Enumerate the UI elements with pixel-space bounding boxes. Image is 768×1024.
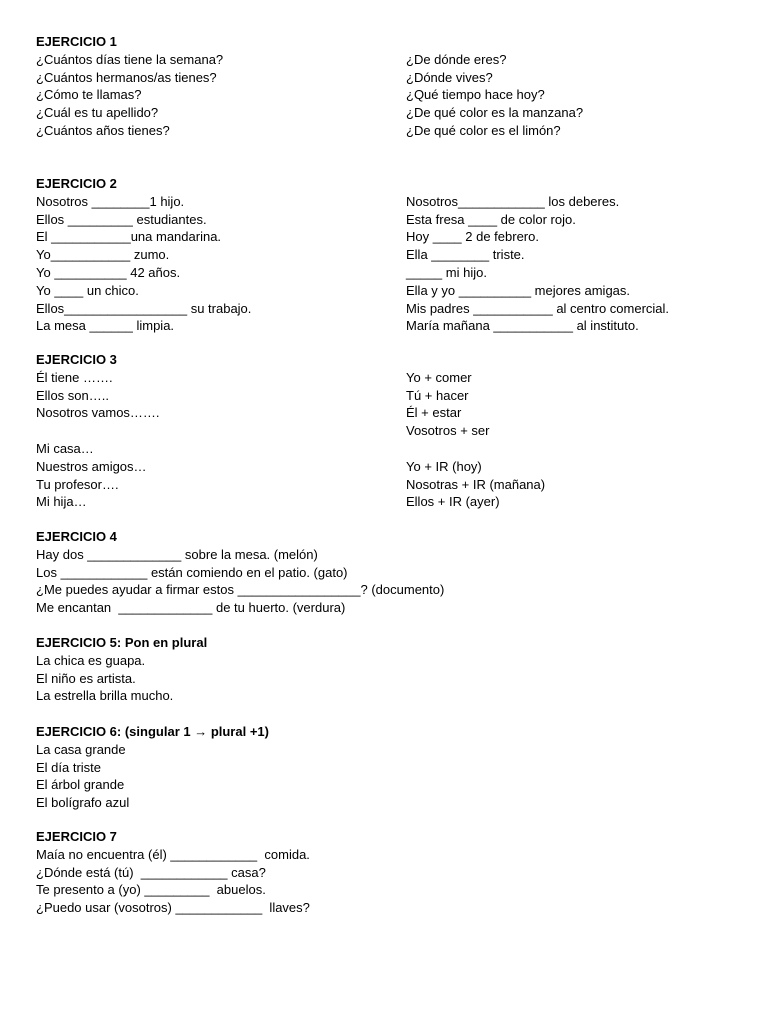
fill-in-line: Ellos _________ estudiantes. xyxy=(36,211,207,227)
fill-in-line: Hoy ____ 2 de febrero. xyxy=(406,229,539,245)
phrase-line: El día triste xyxy=(36,759,102,775)
fill-in-line: Maía no encuentra (él) ____________ comida. xyxy=(36,846,310,862)
question-line: ¿De dónde eres? xyxy=(406,51,507,67)
exercise-3-right-column xyxy=(406,369,736,511)
fill-in-line: Yo __________ 42 años. xyxy=(36,264,181,280)
prompt-line: Ellos son….. xyxy=(36,387,109,403)
exercise-1-title: EJERCICIO 1 xyxy=(36,34,117,49)
exercise-6-title: EJERCICIO 6: (singular 1 → plural +1) xyxy=(36,724,269,739)
fill-in-line: Te presento a (yo) _________ abuelos. xyxy=(36,882,266,898)
question-line: ¿Qué tiempo hace hoy? xyxy=(406,87,545,103)
exercise-1 xyxy=(36,33,736,140)
fill-in-line: Yo ____ un chico. xyxy=(36,282,139,298)
question-line: ¿Cuántos días tiene la semana? xyxy=(36,51,224,67)
exercise-2-left-column xyxy=(36,193,406,335)
prompt-line: Mi casa… xyxy=(36,440,94,456)
fill-in-line: Los ____________ están comiendo en el patio. (gato) xyxy=(36,564,348,580)
fill-in-line: El ___________una mandarina. xyxy=(36,229,222,245)
exercise-3-title: EJERCICIO 3 xyxy=(36,352,117,367)
prompt-line xyxy=(406,440,736,458)
exercise-4-title: EJERCICIO 4 xyxy=(36,529,117,544)
prompt-line: Vosotros + ser xyxy=(406,423,490,439)
fill-in-line: ¿Puedo usar (vosotros) ____________ llaves? xyxy=(36,900,310,916)
question-line: ¿De qué color es el limón? xyxy=(406,122,561,138)
prompt-line: Yo + comer xyxy=(406,369,472,385)
prompt-line xyxy=(36,422,406,440)
prompt-line: Él tiene ……. xyxy=(36,369,113,385)
exercise-2-right-column xyxy=(406,193,736,335)
question-line: ¿Cómo te llamas? xyxy=(36,87,142,103)
fill-in-line: Hay dos _____________ sobre la mesa. (melón) xyxy=(36,546,318,562)
prompt-line: Tu profesor…. xyxy=(36,476,119,492)
exercise-6 xyxy=(36,723,736,812)
question-line: ¿Dónde vives? xyxy=(406,69,493,85)
phrase-line: La casa grande xyxy=(36,741,126,757)
fill-in-line: ¿Dónde está (tú) ____________ casa? xyxy=(36,864,266,880)
exercise-2-title: EJERCICIO 2 xyxy=(36,176,117,191)
sentence-line: La chica es guapa. xyxy=(36,652,146,668)
prompt-line: Tú + hacer xyxy=(406,387,469,403)
fill-in-line: Me encantan _____________ de tu huerto. (verdura) xyxy=(36,600,346,616)
fill-in-line: Yo___________ zumo. xyxy=(36,247,170,263)
sentence-line: La estrella brilla mucho. xyxy=(36,688,174,704)
fill-in-line: La mesa ______ limpia. xyxy=(36,318,175,334)
prompt-line: Él + estar xyxy=(406,405,462,421)
exercise-3 xyxy=(36,351,736,511)
prompt-line: Ellos + IR (ayer) xyxy=(406,494,500,510)
exercise-3-left-column xyxy=(36,369,406,511)
prompt-line: Nosotras + IR (mañana) xyxy=(406,476,546,492)
fill-in-line: María mañana ___________ al instituto. xyxy=(406,318,639,334)
fill-in-line: Nosotros____________ los deberes. xyxy=(406,193,620,209)
exercise-5-title: EJERCICIO 5: Pon en plural xyxy=(36,635,208,650)
fill-in-line: Ella y yo __________ mejores amigas. xyxy=(406,282,631,298)
exercise-2 xyxy=(36,175,736,335)
question-line: ¿Cuántos hermanos/as tienes? xyxy=(36,69,217,85)
exercise-7-title: EJERCICIO 7 xyxy=(36,829,117,844)
phrase-line: El árbol grande xyxy=(36,777,125,793)
fill-in-line: ¿Me puedes ayudar a firmar estos _________________? (documento) xyxy=(36,582,445,598)
exercise-1-left-column xyxy=(36,51,406,140)
exercise-7 xyxy=(36,828,736,917)
prompt-line: Mi hija… xyxy=(36,494,87,510)
question-line: ¿Cuántos años tienes? xyxy=(36,122,170,138)
exercise-5 xyxy=(36,634,736,705)
sentence-line: El niño es artista. xyxy=(36,670,136,686)
question-line: ¿De qué color es la manzana? xyxy=(406,105,584,121)
exercise-4 xyxy=(36,528,736,617)
fill-in-line: Ellos_________________ su trabajo. xyxy=(36,300,252,316)
fill-in-line: Nosotros ________1 hijo. xyxy=(36,193,185,209)
fill-in-line: Mis padres ___________ al centro comercial. xyxy=(406,300,670,316)
prompt-line: Nosotros vamos……. xyxy=(36,405,160,421)
fill-in-line: Ella ________ triste. xyxy=(406,247,525,263)
exercise-1-right-column xyxy=(406,51,736,140)
question-line: ¿Cuál es tu apellido? xyxy=(36,105,159,121)
prompt-line: Yo + IR (hoy) xyxy=(406,458,482,474)
fill-in-line: Esta fresa ____ de color rojo. xyxy=(406,211,576,227)
fill-in-line: _____ mi hijo. xyxy=(406,264,487,280)
phrase-line: El bolígrafo azul xyxy=(36,795,130,811)
prompt-line: Nuestros amigos… xyxy=(36,458,147,474)
